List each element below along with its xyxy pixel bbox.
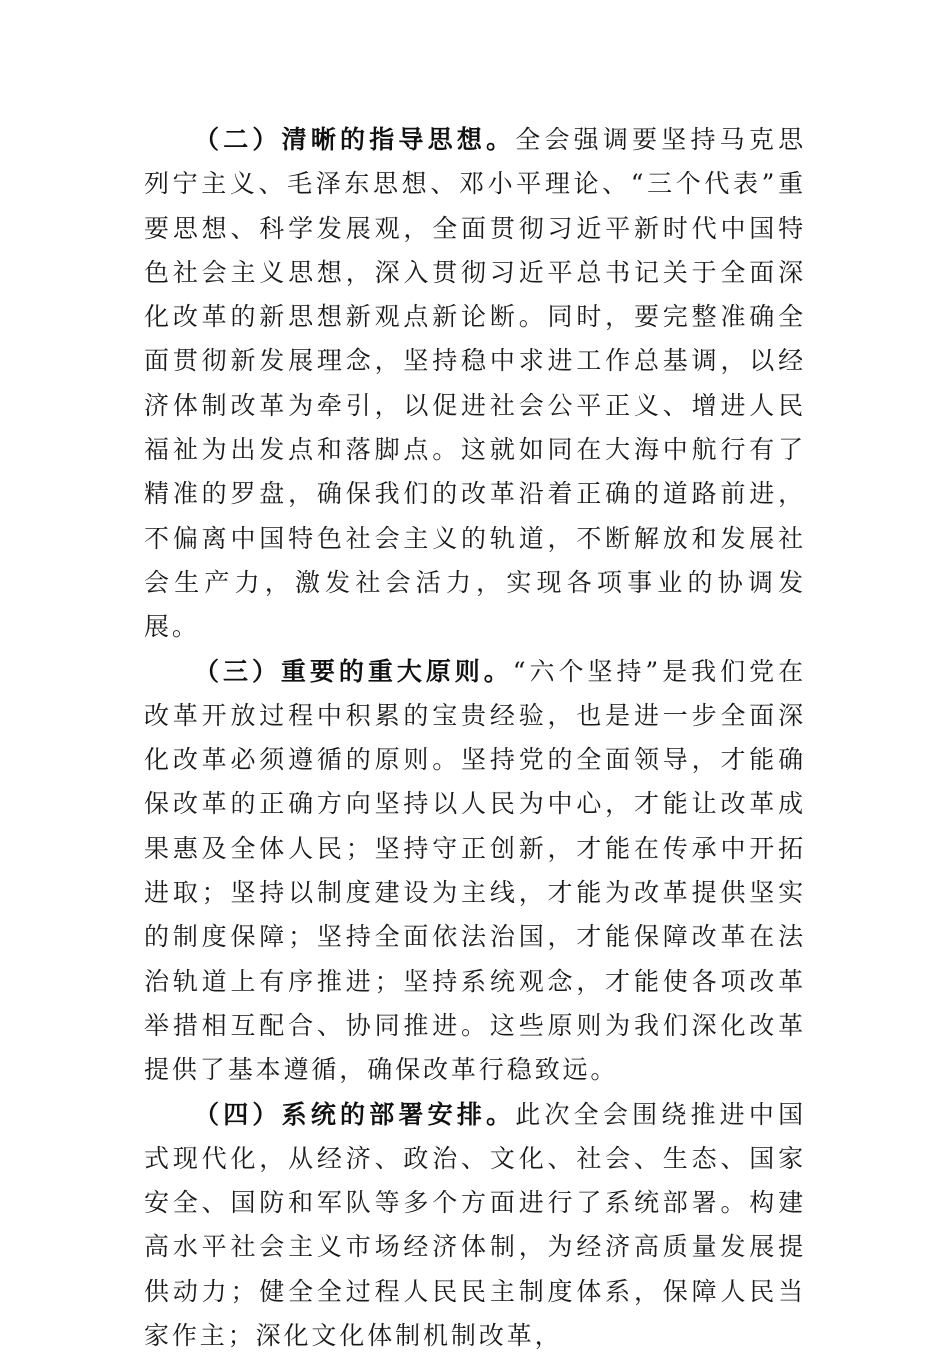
document-body bbox=[144, 118, 806, 1358]
paragraph-heading: （三）重要的重大原则。 bbox=[194, 656, 513, 686]
paragraph-guiding-thought bbox=[144, 118, 806, 650]
paragraph-heading: （四）系统的部署安排。 bbox=[194, 1099, 516, 1129]
paragraph-heading: （二）清晰的指导思想。 bbox=[194, 125, 516, 154]
paragraph-text: 全会强调要坚持马克思列宁主义、毛泽东思想、邓小平理论、“三个代表”重要思想、科学发展观，全面贯彻习近平新时代中国特色社会主义思想，深入贯彻习近平总书记关于全面深化改革的新思想新观点新论断。同时，要完整准确全面贯彻新发展理念，坚持稳中求进工作总基调，以经济体制改革为牵引，以促进社会公平正义、增进人民福祉为出发点和落脚点。这就如同在大海中航行有了精准的罗盘，确保我们的改革沿着正确的道路前进，不偏离中国特色社会主义的轨道，不断解放和发展社会生产力，激发社会活力，实现各项事业的协调发展。 bbox=[144, 125, 806, 642]
paragraph-systematic-deployment bbox=[144, 1093, 806, 1358]
paragraph-text: “六个坚持”是我们党在改革开放过程中积累的宝贵经验，也是进一步全面深化改革必须遵循的原则。坚持党的全面领导，才能确保改革的正确方向坚持以人民为中心，才能让改革成果惠及全体人民；坚持守正创新，才能在传承中开拓进取；坚持以制度建设为主线，才能为改革提供坚实的制度保障；坚持全面依法治国，才能保障改革在法治轨道上有序推进；坚持系统观念，才能使各项改革举措相互配合、协同推进。这些原则为我们深化改革提供了基本遵循，确保改革行稳致远。 bbox=[144, 656, 807, 1085]
paragraph-text: 此次全会围绕推进中国式现代化，从经济、政治、文化、社会、生态、国家安全、国防和军队等多个方面进行了系统部署。构建高水平社会主义市场经济体制，为经济高质量发展提供动力；健全全过程人民民主制度体系，保障人民当家作主；深化文化体制机制改革， bbox=[144, 1099, 806, 1351]
paragraph-major-principles bbox=[144, 650, 806, 1093]
